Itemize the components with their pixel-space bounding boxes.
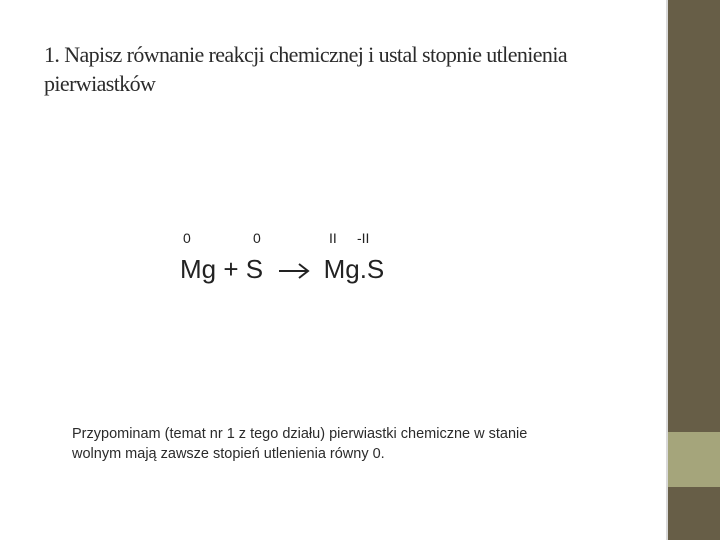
reminder-note <box>72 424 632 464</box>
plus-sign: + <box>223 254 239 284</box>
chemical-equation <box>180 254 384 285</box>
sidebar-band-accent <box>668 432 720 487</box>
title-line-2: pierwiastków <box>44 71 156 96</box>
note-line-1: Przypominam (temat nr 1 z tego działu) pierwiastki chemiczne w stanie <box>72 426 528 442</box>
sidebar-band-bottom <box>668 487 720 540</box>
reactant-mg: Mg <box>180 254 217 284</box>
oxidation-state-product-s: -II <box>357 230 370 246</box>
oxidation-state-s: 0 <box>253 230 261 246</box>
note-line-2: wolnym mają zawsze stopień utlenienia równy 0. <box>72 446 385 462</box>
right-arrow-icon <box>278 263 310 279</box>
product-mgs: Mg.S <box>323 254 385 284</box>
oxidation-state-product-mg: II <box>329 230 337 246</box>
sidebar-band-top <box>668 0 720 432</box>
oxidation-state-mg: 0 <box>183 230 191 246</box>
reactant-s: S <box>245 254 264 284</box>
slide-title <box>44 40 644 98</box>
title-line-1: 1. Napisz równanie reakcji chemicznej i ustal stopnie utlenienia <box>44 42 568 67</box>
